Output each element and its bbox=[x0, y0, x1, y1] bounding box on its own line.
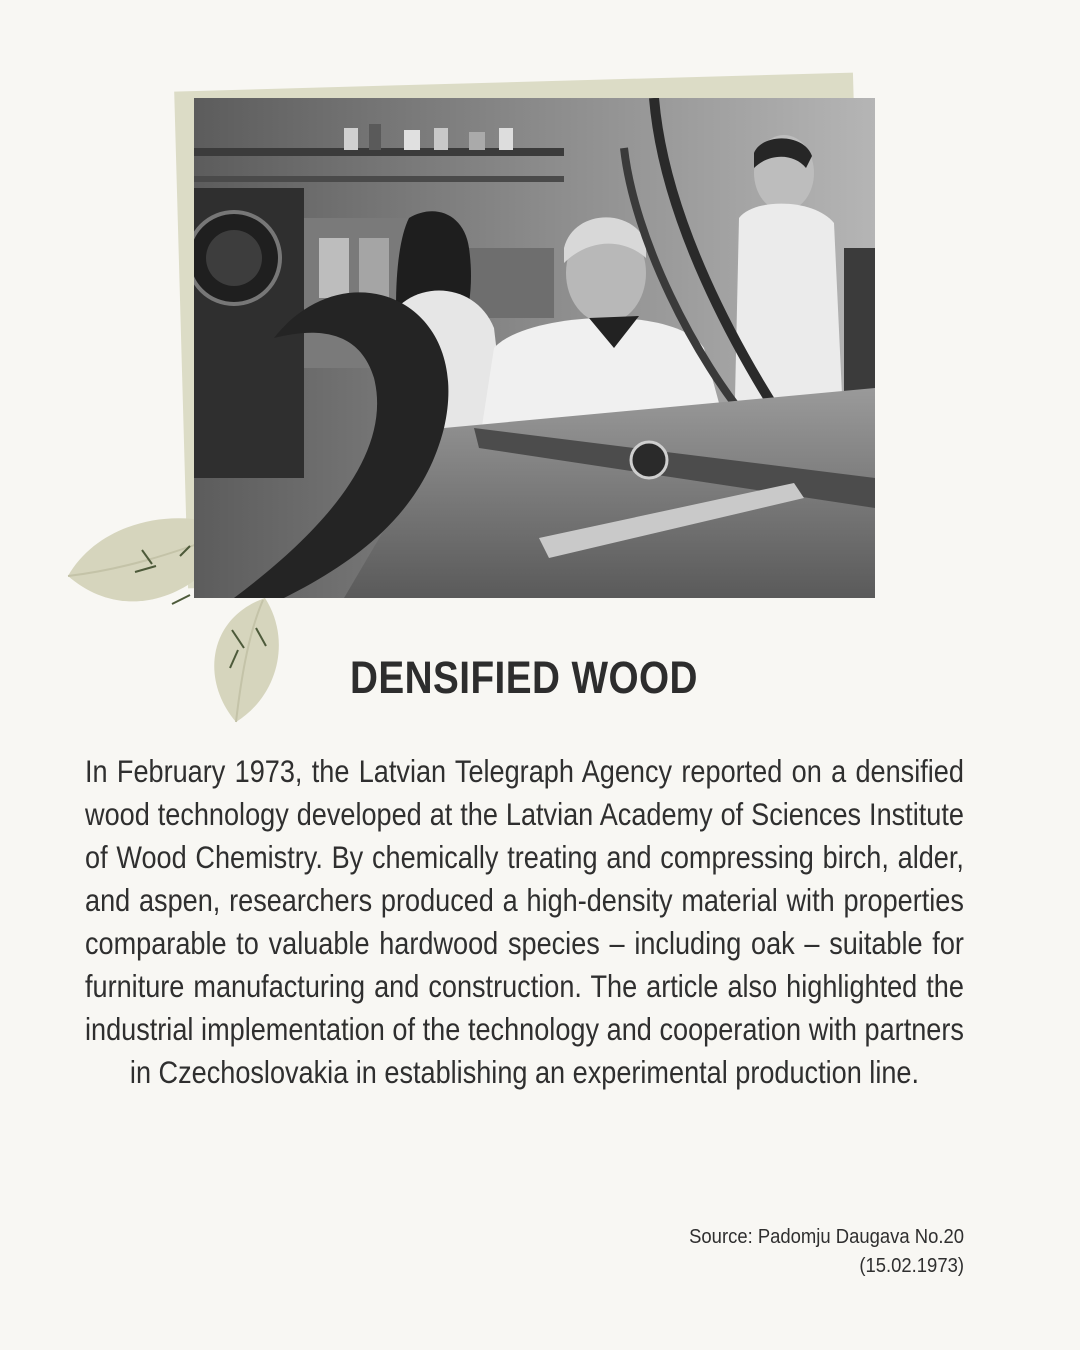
source-date: (15.02.1973) bbox=[859, 1254, 964, 1277]
source-line: Source: Padomju Daugava No.20 bbox=[689, 1225, 964, 1248]
page-title: DENSIFIED WOOD bbox=[350, 652, 698, 703]
article-text: In February 1973, the Latvian Telegraph Agency reported on a densified wood technology developed at the Latvian Academy of Sciences Institute of Wood Chemistry. By chemically treating and compressing birch, alder, and aspen, researchers produced a high-density material with properties comparable to valuable hardwood species – including oak – suitable for furniture manufacturing and construction. The article also highlighted the industrial implementation of the technology and cooperation with partners in Czechoslovakia in establishing an experimental production line. bbox=[85, 753, 964, 1090]
black-and-white-laboratory-photo-icon bbox=[194, 98, 875, 598]
laboratory-photo bbox=[194, 98, 875, 598]
source-citation bbox=[586, 1222, 964, 1280]
